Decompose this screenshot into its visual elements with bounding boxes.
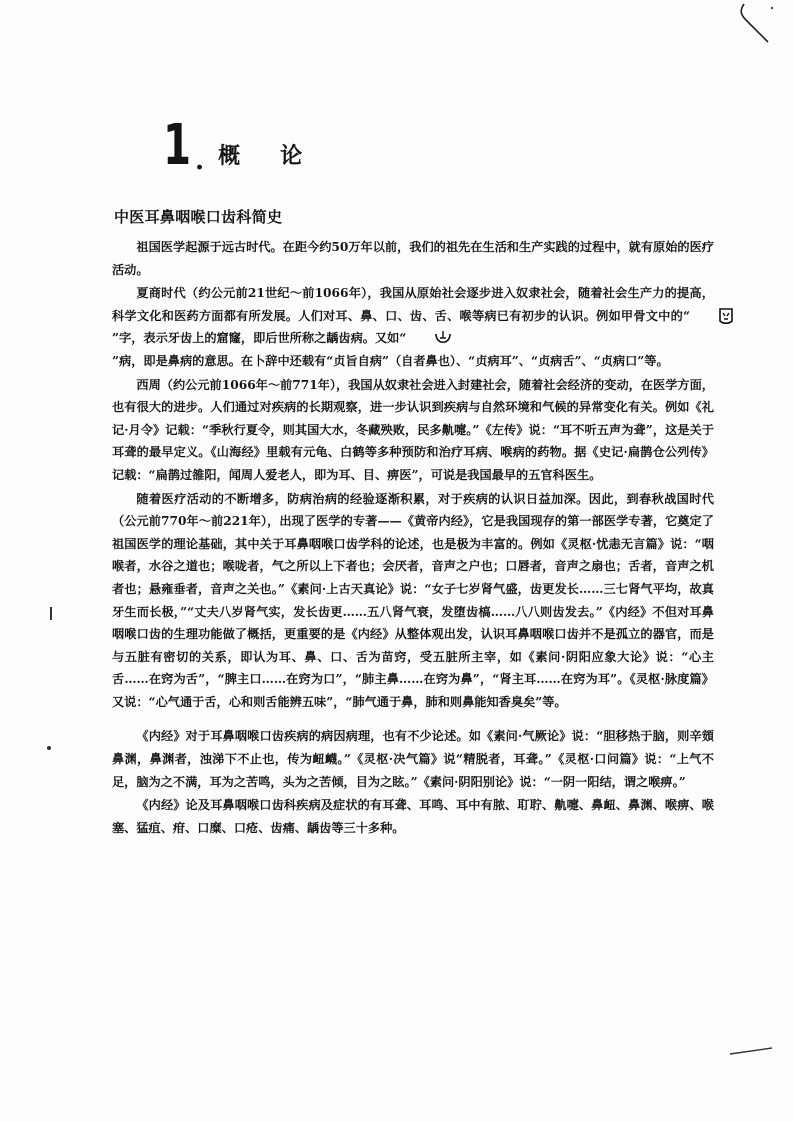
paragraph: ”病，即是鼻病的意思。在卜辞中还载有“贞旨自病”（自者鼻也）、“贞病耳”、“贞病舌”、“贞病口”等。	[112, 353, 669, 368]
paragraph: 《内经》论及耳鼻咽喉口齿科疾病及症状的有耳聋、耳鸣、耳中有脓、耵聍、鼽嚏、鼻衄、鼻渊、喉痹、喉塞、猛疽、疳、口糜、口疮、齿痛、龋齿等三十多种。	[112, 798, 714, 835]
section-heading: 中医耳鼻咽喉口齿科简史	[114, 208, 283, 226]
paragraph: 西周（约公元前1066年～前771年），我国从奴隶社会进入封建社会，随着社会经济的变动，在医学方面，也有很大的进步。人们通过对疾病的长期观察，进一步认识到疾病与自然环境和气候的异常变化有关。例如《礼记·月令》记载：“季秋行夏令，则其国大水，冬藏殃败，民多鼽嚏。”《左传》说：“耳不听五声为聋”，这是关于耳聋的最早定义。《山海经》里载有元龟、白鹤等多种预防和治疗耳病、喉病的药物。据《史记·扁鹊仓公列传》记载：“扁鹊过雒阳，闻周人爱老人，即为耳、目、痹医”，可说是我国最早的五官科医生。	[112, 377, 714, 482]
margin-scan-dot	[48, 606, 54, 622]
paragraph: 随着医疗活动的不断增多，防病治病的经验逐渐积累，对于疾病的认识日益加深。因此，到春秋战国时代（公元前770年～前221年），出现了医学的专著——《黄帝内经》，它是我国现存的第一部医学专著，它奠定了祖国医学的理论基础，其中关于耳鼻咽喉口齿学科的论述，也是极为丰富的。例如《灵枢·忧恚无言篇》说：“咽喉者，水谷之道也；喉咙者，气之所以上下者也；会厌者，音声之户也；口唇者，音声之扇也；舌者，音声之机者也；悬雍垂者，音声之关也。”《素问·上古天真论》说：“女子七岁肾气盛，齿更发长……三七肾气平均，故真牙生而长极，”“丈夫八岁肾气实，发长齿更……五八肾气衰，发堕齿槁……八八则齿发去。”《内经》不但对耳鼻咽喉口齿的生理功能做了概括，更重要的是《内经》从整体观出发，认识耳鼻咽喉口齿并不是孤立的器官，而是与五脏有密切的关系，即认为耳、鼻、口、舌为苗窍，受五脏所主宰，如《素问·阴阳应象大论》说：“心主舌……在窍为舌”，“脾主口……在窍为口”，“肺主鼻……在窍为鼻”，“肾主耳……在窍为耳”。《灵枢·脉度篇》又说：“心气通于舌，心和则舌能辨五味”，“肺气通于鼻，肺和则鼻能知香臭矣”等。	[112, 491, 714, 709]
paragraph: 祖国医学起源于远古时代。在距今约50万年以前，我们的祖先在生活和生产实践的过程中，就有原始的医疗活动。	[112, 240, 714, 277]
chapter-dot: .	[195, 146, 205, 176]
bottom-scan-stroke	[728, 1044, 776, 1058]
chapter-title: 概论	[218, 144, 343, 169]
paragraph-text: 夏商时代（约公元前21世纪～前1066年），我国从原始社会逐步进入奴隶社会，随着社会生产力的提高，科学文化和医药方面都有所发展。人们对耳、鼻、口、齿、舌、喉等病已有初步的认识。例如甲骨文中的“	[112, 286, 714, 323]
paragraph: 《内经》对于耳鼻咽喉口齿疾病的病因病理，也有不少论述。如《素问·气厥论》说：“胆移热于脑，则辛頞鼻渊，鼻渊者，浊涕下不止也，传为衄衊。”《灵枢·决气篇》说“精脱者，耳聋。”《灵枢·口问篇》说：“上气不足，脑为之不满，耳为之苦鸣，头为之苦倾，目为之眩。”《素问·阴阳别论》说：“一阴一阳结，谓之喉痹。”	[112, 729, 714, 789]
paragraph-text: ”字，表示牙齿上的窟窿，即后世所称之龋齿病。又如“	[112, 331, 407, 346]
corner-scan-mark	[730, 2, 780, 44]
oracle-bone-tooth-glyph-icon	[692, 306, 712, 326]
chapter-number: 1	[163, 113, 190, 178]
oracle-bone-nose-glyph-icon	[408, 329, 428, 349]
article-body	[112, 236, 714, 840]
chapter-heading	[163, 113, 343, 178]
margin-scan-dot	[46, 744, 52, 752]
paragraph	[112, 282, 714, 350]
